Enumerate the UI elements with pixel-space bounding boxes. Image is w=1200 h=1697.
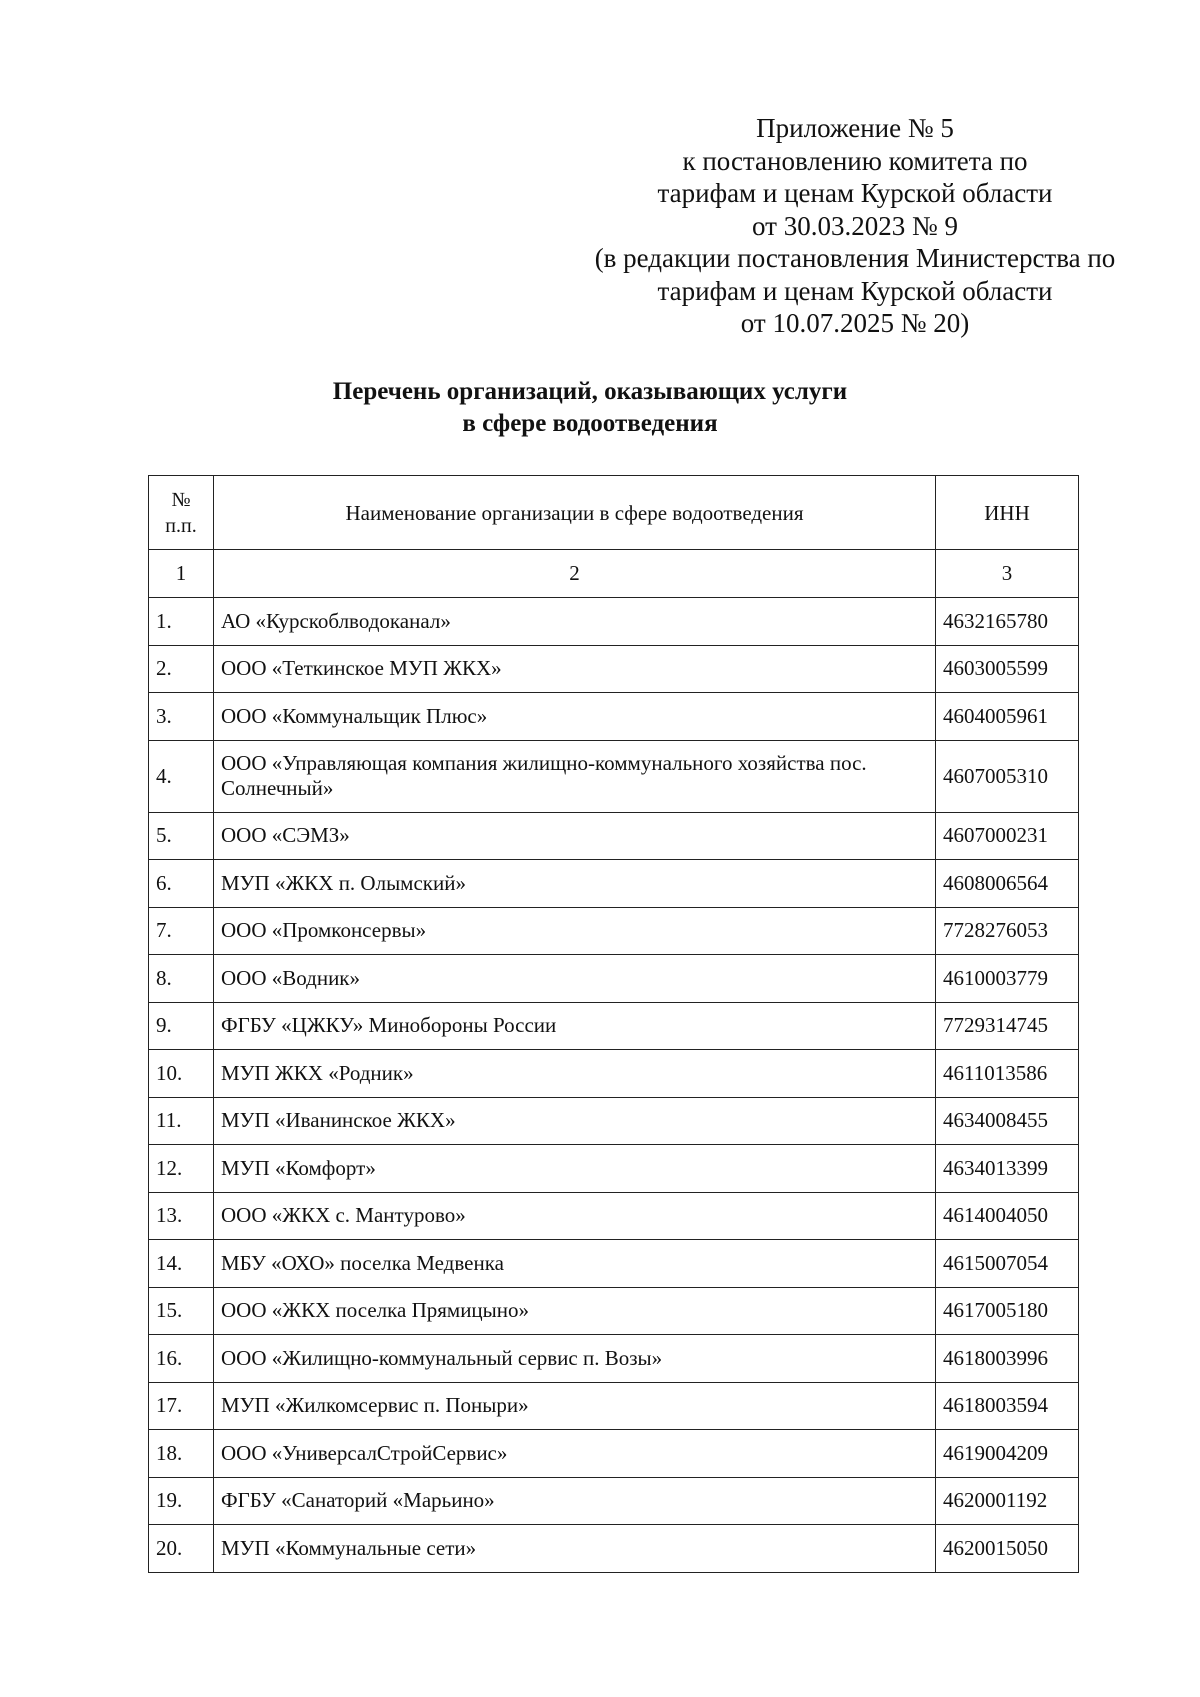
organization-inn: 4618003996 [936, 1335, 1079, 1383]
table-row [149, 1477, 1079, 1525]
organization-inn: 4620001192 [936, 1477, 1079, 1525]
row-number: 8. [149, 955, 214, 1003]
annex-line: от 10.07.2025 № 20) [740, 308, 970, 338]
row-number: 10. [149, 1050, 214, 1098]
organization-inn: 4634008455 [936, 1097, 1079, 1145]
table-row [149, 1050, 1079, 1098]
table-row [149, 1002, 1079, 1050]
column-number: 1 [149, 550, 214, 598]
header-name: Наименование организации в сфере водоотведения [214, 476, 936, 550]
organization-name: ООО «Жилищно-коммунальный сервис п. Возы» [214, 1335, 936, 1383]
annex-line: тарифам и ценам Курской области [657, 178, 1053, 208]
table-row [149, 812, 1079, 860]
organization-name: ООО «Управляющая компания жилищно-коммунального хозяйства пос. Солнечный» [214, 740, 936, 812]
table-row [149, 1145, 1079, 1193]
organization-inn: 4634013399 [936, 1145, 1079, 1193]
organization-name: ООО «Теткинское МУП ЖКХ» [214, 645, 936, 693]
row-number: 11. [149, 1097, 214, 1145]
row-number: 9. [149, 1002, 214, 1050]
organization-inn: 4620015050 [936, 1525, 1079, 1573]
table-row [149, 1430, 1079, 1478]
row-number: 1. [149, 598, 214, 646]
organization-name: ФГБУ «ЦЖКУ» Минобороны России [214, 1002, 936, 1050]
annex-line: Приложение № 5 [756, 113, 954, 143]
organization-name: ООО «Коммунальщик Плюс» [214, 693, 936, 741]
table-row [149, 598, 1079, 646]
table-row [149, 955, 1079, 1003]
table-row [149, 860, 1079, 908]
organization-inn: 4604005961 [936, 693, 1079, 741]
row-number: 12. [149, 1145, 214, 1193]
organizations-table [148, 475, 1079, 1573]
title-line: в сфере водоотведения [462, 410, 718, 437]
row-number: 15. [149, 1287, 214, 1335]
annex-header [560, 112, 1150, 340]
organization-name: МУП «ЖКХ п. Олымский» [214, 860, 936, 908]
organization-name: ООО «Водник» [214, 955, 936, 1003]
row-number: 6. [149, 860, 214, 908]
annex-line: от 30.03.2023 № 9 [752, 210, 958, 241]
annex-line: (в редакции постановления Министерства по [594, 243, 1116, 273]
organization-inn: 4617005180 [936, 1287, 1079, 1335]
organization-inn: 7729314745 [936, 1002, 1079, 1050]
table-row [149, 693, 1079, 741]
row-number: 13. [149, 1192, 214, 1240]
table-row [149, 1240, 1079, 1288]
table-row [149, 1382, 1079, 1430]
organization-name: ООО «Промконсервы» [214, 907, 936, 955]
column-numbers-row [149, 550, 1079, 598]
header-inn: ИНН [936, 476, 1079, 550]
row-number: 3. [149, 693, 214, 741]
organization-inn: 4607005310 [936, 740, 1079, 812]
organization-inn: 4607000231 [936, 812, 1079, 860]
table-row [149, 1192, 1079, 1240]
organization-name: АО «Курскоблводоканал» [214, 598, 936, 646]
organization-inn: 4603005599 [936, 645, 1079, 693]
organization-name: МУП ЖКХ «Родник» [214, 1050, 936, 1098]
organization-inn: 4610003779 [936, 955, 1079, 1003]
organization-inn: 4618003594 [936, 1382, 1079, 1430]
table-header-row [149, 476, 1079, 550]
organization-inn: 4632165780 [936, 598, 1079, 646]
organization-name: ООО «УниверсалСтройСервис» [214, 1430, 936, 1478]
row-number: 18. [149, 1430, 214, 1478]
row-number: 7. [149, 907, 214, 955]
organization-name: ООО «ЖКХ поселка Прямицыно» [214, 1287, 936, 1335]
row-number: 19. [149, 1477, 214, 1525]
organization-inn: 4611013586 [936, 1050, 1079, 1098]
row-number: 5. [149, 812, 214, 860]
header-number: № п.п. [149, 476, 214, 550]
organization-name: МУП «Коммунальные сети» [214, 1525, 936, 1573]
organization-inn: 4619004209 [936, 1430, 1079, 1478]
organizations-table-body [149, 476, 1079, 1573]
column-number: 2 [214, 550, 936, 598]
row-number: 4. [149, 740, 214, 812]
row-number: 14. [149, 1240, 214, 1288]
row-number: 20. [149, 1525, 214, 1573]
table-row [149, 740, 1079, 812]
column-number: 3 [936, 550, 1079, 598]
annex-line: тарифам и ценам Курской области [657, 275, 1053, 306]
table-row [149, 907, 1079, 955]
table-row [149, 1287, 1079, 1335]
organization-name: ООО «ЖКХ с. Мантурово» [214, 1192, 936, 1240]
organization-name: МУП «Жилкомсервис п. Поныри» [214, 1382, 936, 1430]
organization-name: ООО «СЭМЗ» [214, 812, 936, 860]
organization-inn: 4608006564 [936, 860, 1079, 908]
organization-name: МУП «Иванинское ЖКХ» [214, 1097, 936, 1145]
annex-line: к постановлению комитета по [682, 145, 1028, 176]
row-number: 16. [149, 1335, 214, 1383]
organization-name: ФГБУ «Санаторий «Марьино» [214, 1477, 936, 1525]
organization-inn: 7728276053 [936, 907, 1079, 955]
table-row [149, 1097, 1079, 1145]
document-title [150, 376, 1030, 440]
table-row [149, 1335, 1079, 1383]
row-number: 2. [149, 645, 214, 693]
table-row [149, 1525, 1079, 1573]
organization-name: МУП «Комфорт» [214, 1145, 936, 1193]
row-number: 17. [149, 1382, 214, 1430]
organization-name: МБУ «ОХО» поселка Медвенка [214, 1240, 936, 1288]
table-row [149, 645, 1079, 693]
organization-inn: 4615007054 [936, 1240, 1079, 1288]
organization-inn: 4614004050 [936, 1192, 1079, 1240]
title-line: Перечень организаций, оказывающих услуги [332, 378, 848, 405]
